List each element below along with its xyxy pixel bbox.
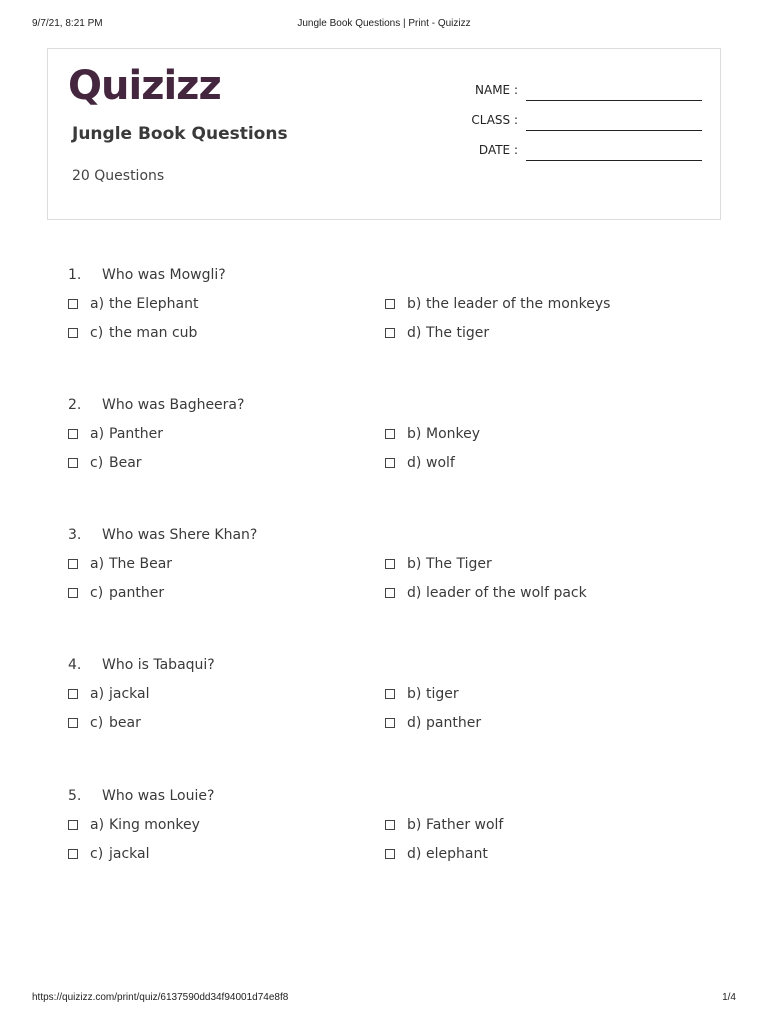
option-text: The tiger xyxy=(426,325,490,341)
question-2 xyxy=(68,397,728,471)
question-5 xyxy=(68,788,728,862)
option-letter: c) xyxy=(90,325,104,341)
option-text: Panther xyxy=(109,426,163,442)
name-label: NAME : xyxy=(475,83,518,97)
option-text: The Tiger xyxy=(426,556,492,572)
option-text: wolf xyxy=(426,455,455,471)
question-number: 4. xyxy=(68,657,82,673)
option-text: Monkey xyxy=(426,426,481,442)
option-letter: b) xyxy=(407,686,422,702)
class-line[interactable] xyxy=(526,130,702,131)
checkbox[interactable] xyxy=(385,328,395,338)
checkbox[interactable] xyxy=(68,689,78,699)
question-number: 2. xyxy=(68,397,82,413)
name-field[interactable] xyxy=(448,81,702,101)
option-text: the leader of the monkeys xyxy=(426,296,611,312)
page-number: 1/4 xyxy=(722,992,736,1003)
question-1 xyxy=(68,267,728,341)
quizizz-logo: Quizizz xyxy=(68,63,221,109)
option-text: Bear xyxy=(109,455,142,471)
checkbox[interactable] xyxy=(385,559,395,569)
checkbox[interactable] xyxy=(68,820,78,830)
question-text: Who was Shere Khan? xyxy=(102,527,258,543)
option-letter: d) xyxy=(407,455,422,471)
question-number: 3. xyxy=(68,527,82,543)
print-url[interactable]: https://quizizz.com/print/quiz/6137590dd34f94001d74e8f8 xyxy=(32,992,289,1003)
question-text: Who was Bagheera? xyxy=(102,397,245,413)
quiz-title: Jungle Book Questions xyxy=(72,124,288,144)
option-letter: a) xyxy=(90,426,105,442)
date-label: DATE : xyxy=(478,143,518,157)
date-line[interactable] xyxy=(526,160,702,161)
class-label: CLASS : xyxy=(471,113,518,127)
question-number: 5. xyxy=(68,788,82,804)
name-line[interactable] xyxy=(526,100,702,101)
checkbox[interactable] xyxy=(385,849,395,859)
option-letter: c) xyxy=(90,585,104,601)
option-letter: b) xyxy=(407,817,422,833)
print-page-title: Jungle Book Questions | Print - Quizizz xyxy=(297,18,471,29)
checkbox[interactable] xyxy=(385,718,395,728)
question-number: 1. xyxy=(68,267,82,283)
option-text: the man cub xyxy=(109,325,198,341)
checkbox[interactable] xyxy=(385,429,395,439)
option-text: jackal xyxy=(109,846,150,862)
checkbox[interactable] xyxy=(68,849,78,859)
question-3 xyxy=(68,527,728,601)
option-letter: d) xyxy=(407,846,422,862)
print-datetime: 9/7/21, 8:21 PM xyxy=(32,18,103,29)
option-text: tiger xyxy=(426,686,459,702)
option-text: bear xyxy=(109,715,141,731)
option-letter: a) xyxy=(90,296,105,312)
option-text: the Elephant xyxy=(109,296,199,312)
checkbox[interactable] xyxy=(385,820,395,830)
quiz-header-card xyxy=(47,48,721,220)
option-letter: d) xyxy=(407,325,422,341)
option-text: elephant xyxy=(426,846,488,862)
checkbox[interactable] xyxy=(68,718,78,728)
checkbox[interactable] xyxy=(68,458,78,468)
option-text: leader of the wolf pack xyxy=(426,585,587,601)
option-letter: c) xyxy=(90,715,104,731)
option-letter: a) xyxy=(90,556,105,572)
date-field[interactable] xyxy=(448,141,702,161)
option-letter: d) xyxy=(407,715,422,731)
checkbox[interactable] xyxy=(68,588,78,598)
option-letter: c) xyxy=(90,455,104,471)
option-letter: b) xyxy=(407,426,422,442)
checkbox[interactable] xyxy=(68,299,78,309)
checkbox[interactable] xyxy=(385,299,395,309)
option-text: Father wolf xyxy=(426,817,504,833)
option-letter: b) xyxy=(407,556,422,572)
question-text: Who is Tabaqui? xyxy=(102,657,215,673)
checkbox[interactable] xyxy=(68,328,78,338)
option-text: King monkey xyxy=(109,817,200,833)
question-4 xyxy=(68,657,728,731)
option-text: panther xyxy=(426,715,482,731)
class-field[interactable] xyxy=(448,111,702,131)
option-text: panther xyxy=(109,585,165,601)
print-header xyxy=(0,18,768,32)
question-text: Who was Mowgli? xyxy=(102,267,226,283)
checkbox[interactable] xyxy=(68,559,78,569)
option-letter: a) xyxy=(90,686,105,702)
option-text: jackal xyxy=(109,686,150,702)
question-text: Who was Louie? xyxy=(102,788,215,804)
print-footer xyxy=(0,992,768,1006)
checkbox[interactable] xyxy=(385,588,395,598)
checkbox[interactable] xyxy=(385,458,395,468)
option-letter: d) xyxy=(407,585,422,601)
option-letter: a) xyxy=(90,817,105,833)
option-text: The Bear xyxy=(109,556,173,572)
checkbox[interactable] xyxy=(385,689,395,699)
checkbox[interactable] xyxy=(68,429,78,439)
question-count: 20 Questions xyxy=(72,168,165,184)
option-letter: c) xyxy=(90,846,104,862)
option-letter: b) xyxy=(407,296,422,312)
